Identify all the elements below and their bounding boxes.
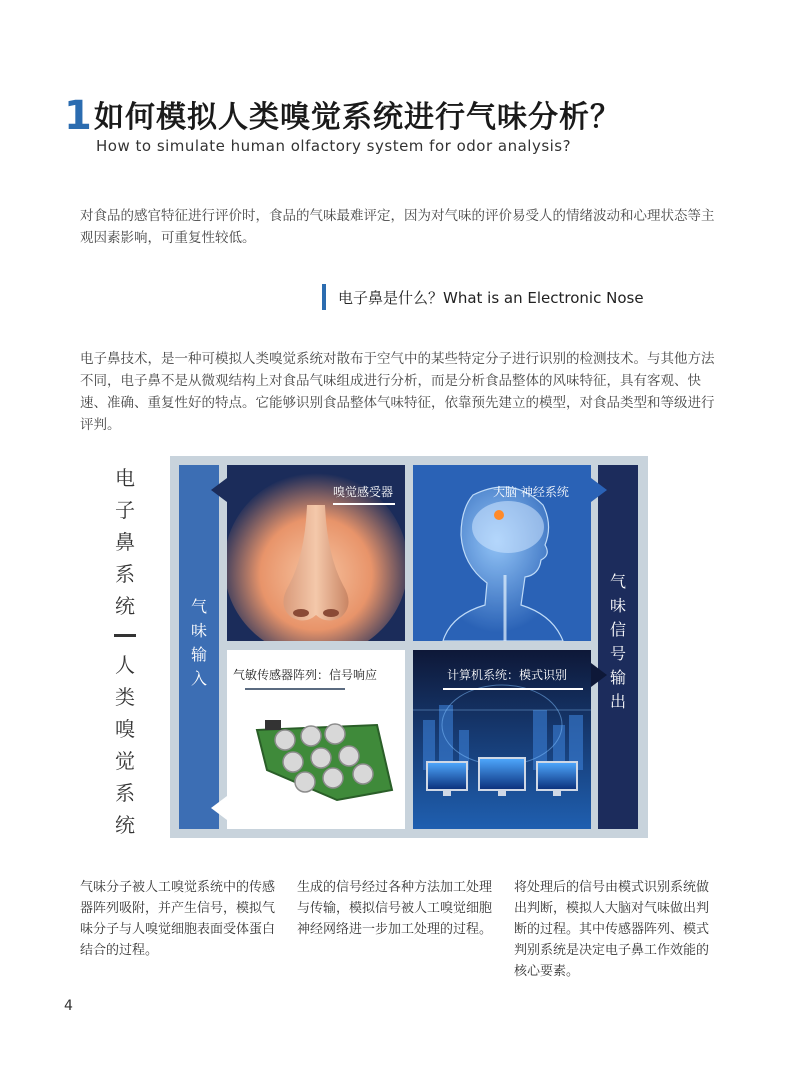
odor-output-label: 气 味 信 号 输 出 [609, 572, 626, 711]
intro-paragraph: 对食品的感官特征进行评价时，食品的气味最难评定，因为对气味的评价易受人的情绪波动和心理状态等主观因素影响，可重复性较低。 [80, 208, 715, 246]
brain-panel [413, 465, 591, 641]
computer-panel [413, 650, 591, 829]
side-label-char: 人 [115, 653, 135, 677]
side-label-char: 系 [115, 781, 135, 805]
side-label-char: 子 [115, 498, 135, 522]
arrow-left-icon [211, 796, 227, 820]
arrow-right-icon [591, 663, 607, 687]
side-label-char: 统 [115, 594, 135, 618]
side-label-char: 类 [115, 685, 135, 709]
side-label-char: 鼻 [115, 530, 135, 554]
section-number: 1 [64, 93, 92, 139]
side-label-char: 电 [115, 466, 135, 490]
subheading-text: 电子鼻是什么？What is an Electronic Nose [338, 288, 644, 307]
caption-column-1: 气味分子被人工嗅觉系统中的传感器阵列吸附，并产生信号，模拟气味分子与人嗅觉细胞表面受体蛋白结合的过程。 [80, 880, 276, 958]
side-label [108, 462, 142, 841]
nose-label: 嗅觉感受器 [332, 485, 393, 499]
side-label-dash [114, 634, 136, 637]
sensor-label: 气敏传感器阵列：信号响应 [233, 668, 378, 682]
page-number: 4 [64, 998, 73, 1014]
nose-panel [227, 465, 405, 641]
sensor-panel [227, 650, 405, 829]
arrow-left-icon [211, 478, 227, 502]
page-title: 如何模拟人类嗅觉系统进行气味分析？ [94, 100, 621, 135]
caption-column-3: 将处理后的信号由模式识别系统做出判断，模拟人大脑对气味做出判断的过程。其中传感器阵列、模式判别系统是决定电子鼻工作效能的核心要素。 [514, 880, 710, 979]
section-subheading [322, 284, 644, 310]
odor-input-label: 气 味 输 入 [190, 597, 207, 688]
accent-bar [322, 284, 326, 310]
sensor-board-illustration [227, 650, 405, 829]
brain-label: 大脑 神经系统 [493, 485, 569, 499]
side-label-char: 统 [115, 813, 135, 837]
computer-label: 计算机系统：模式识别 [447, 668, 568, 682]
caption-column-2: 生成的信号经过各种方法加工处理与传输，模拟信号被人工嗅觉细胞神经网络进一步加工处理的过程。 [297, 880, 493, 937]
arrow-right-icon [591, 478, 607, 502]
page-subtitle: How to simulate human olfactory system for odor analysis? [96, 137, 572, 155]
side-label-char: 嗅 [115, 717, 135, 741]
computer-label-underline [443, 688, 583, 690]
side-label-char: 觉 [115, 749, 135, 773]
definition-paragraph: 电子鼻技术，是一种可模拟人类嗅觉系统对散布于空气中的某些特定分子进行识别的检测技术。与其他方法不同，电子鼻不是从微观结构上对食品气味组成进行分析，而是分析食品整体的风味特征，具有客观、快速、准确、重复性好的特点。它能够识别食品整体气味特征，依靠预先建立的模型，对食品类型和等级进行评判。 [80, 351, 715, 433]
side-label-char: 系 [115, 562, 135, 586]
nose-label-underline [333, 503, 395, 505]
